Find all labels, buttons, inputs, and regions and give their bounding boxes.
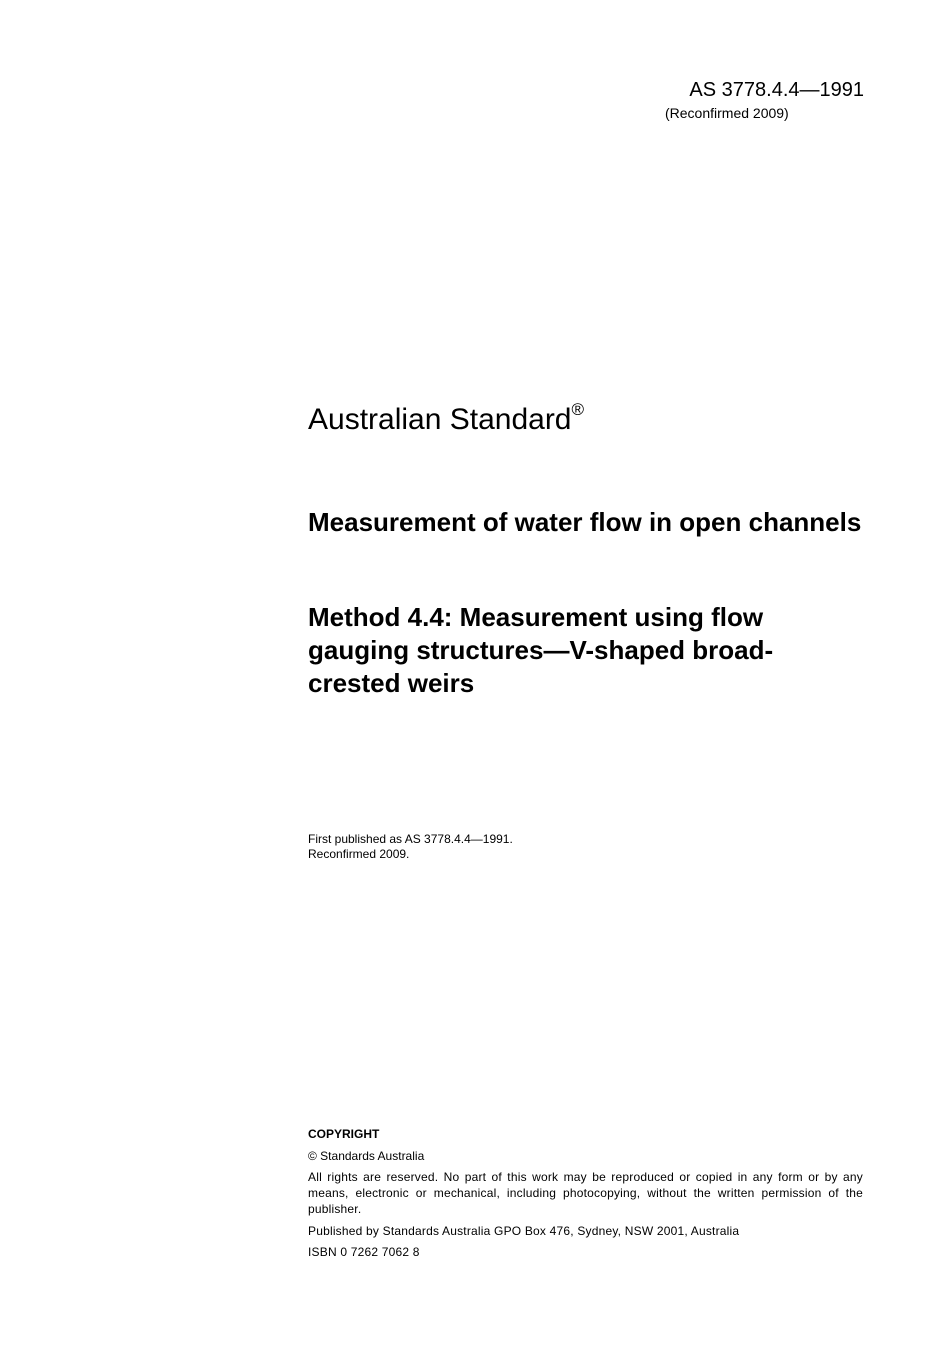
brand-heading	[308, 400, 863, 440]
copyright-heading: COPYRIGHT	[308, 1127, 380, 1141]
copyright-holder: © Standards Australia	[308, 1149, 425, 1163]
document-subtitle: Method 4.4: Measurement using flow gauging structures—V-shaped broad-crested weirs	[308, 602, 774, 698]
publisher-line: Published by Standards Australia GPO Box 476, Sydney, NSW 2001, Australia	[308, 1224, 740, 1238]
first-published-line: First published as AS 3778.4.4—1991.	[308, 832, 513, 846]
brand-name: Australian Standard	[308, 403, 572, 436]
registered-mark: ®	[571, 400, 585, 419]
standard-number: AS 3778.4.4—1991	[689, 79, 864, 101]
reconfirmed-line: Reconfirmed 2009.	[308, 847, 410, 861]
document-title: Measurement of water flow in open channels	[308, 507, 862, 537]
copyright-block	[308, 1126, 863, 1260]
isbn-line: ISBN 0 7262 7062 8	[308, 1245, 420, 1259]
publication-history	[308, 832, 863, 862]
reconfirmed-note: (Reconfirmed 2009)	[665, 105, 789, 121]
rights-statement: All rights are reserved. No part of this work may be reproduced or copied in any form or by any means, electronic or mechanical, including photocopying, without the written permission of the publisher.	[308, 1170, 863, 1216]
